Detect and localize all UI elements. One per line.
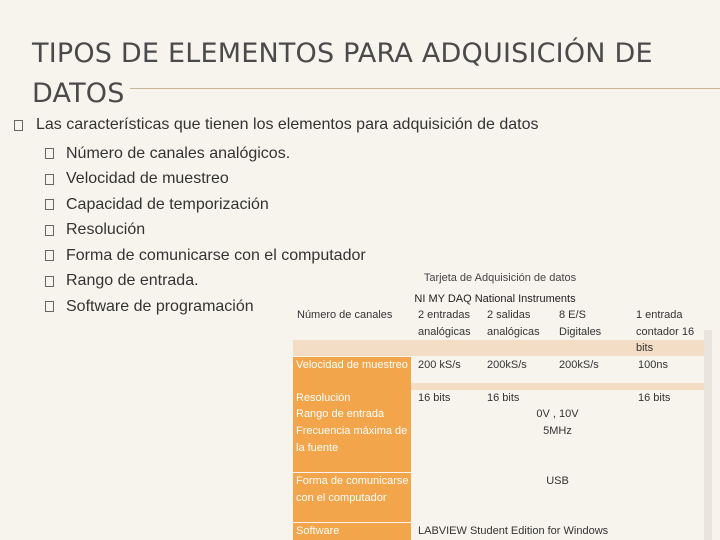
row-divider <box>411 383 704 390</box>
row-label-speed: Velocidad de muestreo <box>293 357 411 390</box>
row-label-range: Rango de entrada <box>293 406 411 423</box>
resolution-cell-1: 16 bits <box>418 392 451 404</box>
list-item: Forma de comunicarse con el computador <box>45 243 366 269</box>
channels-cell-3: 8 E/S Digitales <box>559 309 602 338</box>
range-value: 0V , 10V <box>536 408 579 420</box>
speed-cell-2: 200kS/s <box>487 359 527 371</box>
speed-cell-4: 100ns <box>638 359 668 371</box>
row-label-frequency: Frecuencia máxima de la fuente <box>293 423 411 472</box>
communication-value: USB <box>546 475 569 487</box>
row-label-communication: Forma de comunicarse con el computador <box>293 473 411 522</box>
row-label-resolution: Resolución <box>293 390 411 407</box>
table-caption: Tarjeta de Adquisición de datos <box>423 272 577 284</box>
square-bullet-icon <box>14 120 23 131</box>
slide-title: TIPOS DE ELEMENTOS PARA ADQUISICIÓN DE DATOS <box>32 38 653 109</box>
list-item: Capacidad de temporización <box>45 192 366 218</box>
square-bullet-icon <box>45 199 54 210</box>
channels-cell-2: 2 salidas analógicas <box>487 309 540 338</box>
square-bullet-icon <box>45 225 54 236</box>
list-item: Rango de entrada. <box>45 269 366 295</box>
table-subcaption: NI MY DAQ National Instruments <box>414 293 576 305</box>
row-label-software: Software <box>293 523 411 540</box>
software-value: LABVIEW Student Edition for Windows <box>418 525 609 537</box>
frequency-value: 5MHz <box>543 425 572 437</box>
square-bullet-icon <box>45 174 54 185</box>
square-bullet-icon <box>45 148 54 159</box>
row-label-channels: Número de canales <box>297 309 393 321</box>
square-bullet-icon <box>45 301 54 312</box>
list-item: Resolución <box>45 218 366 244</box>
table-edge <box>704 330 712 540</box>
main-bullet-text: Las características que tienen los elementos para adquisición de datos <box>36 116 539 133</box>
list-item: Número de canales analógicos. <box>45 141 366 167</box>
speed-cell-3: 200kS/s <box>559 359 599 371</box>
channels-cell-4: 1 entrada contador 16 bits <box>636 309 695 354</box>
speed-cell-1: 200 kS/s <box>418 359 461 371</box>
resolution-cell-2: 16 bits <box>487 392 520 404</box>
title-divider <box>130 88 720 89</box>
main-bullet <box>14 116 539 134</box>
square-bullet-icon <box>45 250 54 261</box>
channels-cell-1: 2 entradas analógicas <box>418 309 471 338</box>
list-item: Velocidad de muestreo <box>45 167 366 193</box>
sub-bullet-list <box>45 141 366 320</box>
list-item: Software de programación <box>45 294 366 320</box>
resolution-cell-4: 16 bits <box>638 392 671 404</box>
square-bullet-icon <box>45 276 54 287</box>
